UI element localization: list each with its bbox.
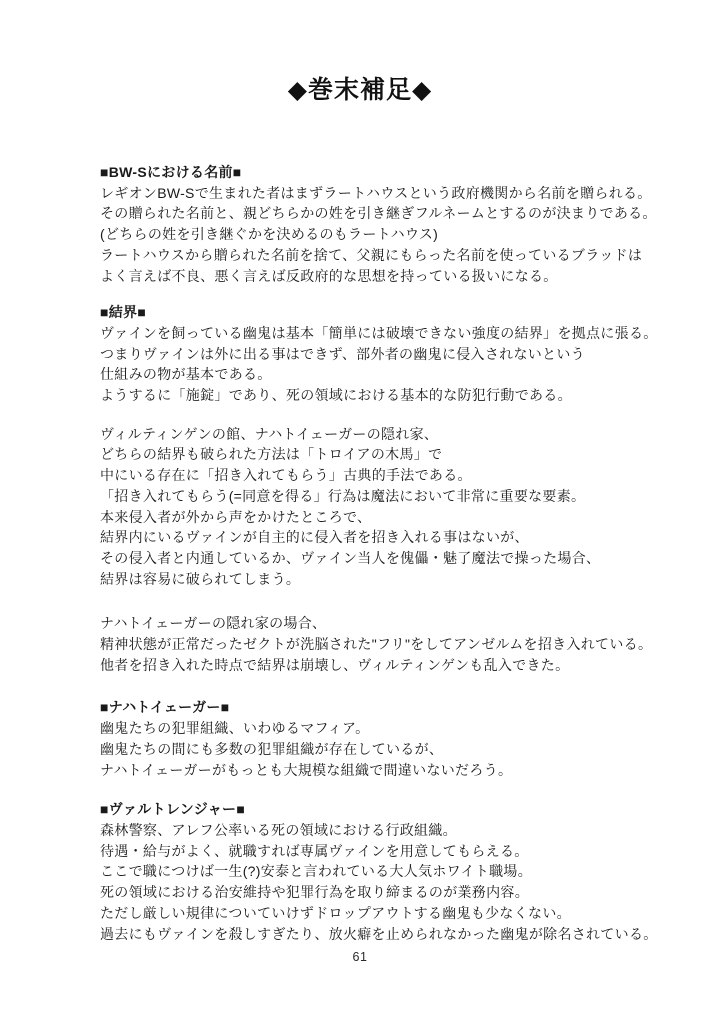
text-line: 中にいる存在に「招き入れてもらう」古典的手法である。	[100, 467, 472, 484]
text-line: ヴァインを飼っている幽鬼は基本「簡単には破壊できない強度の結界」を拠点に張る。	[100, 324, 658, 341]
text-line: 仕組みの物が基本である。	[100, 366, 272, 383]
section-barrier	[100, 302, 658, 406]
text-line: 死の領域における治安維持や犯罪行為を取り締まるのが業務内容。	[100, 884, 529, 901]
text-line: ただし厳しい規律についていけずドロップアウトする幽鬼も少なくない。	[100, 904, 571, 921]
text-line: 精神状態が正常だったゼクトが洗脳された"フリ"をしてアンゼルムを招き入れている。	[100, 636, 653, 653]
text-line: 本来侵入者が外から声をかけたところで、	[100, 508, 372, 525]
page-number: 61	[352, 950, 368, 964]
text-line: ラートハウスから贈られた名前を捨て、父親にもらった名前を使っているブラッドは	[100, 246, 643, 263]
text-line: 結界は容易に破られてしまう。	[100, 570, 301, 587]
page-content	[0, 162, 720, 944]
section-barrier-paragraph-2	[100, 424, 640, 590]
text-line: ナハトイェーガーがもっとも大規模な組織で間違いないだろう。	[100, 761, 513, 778]
section-heading: ■ナハトイェーガー■	[100, 699, 230, 716]
text-line: 幽鬼たちの間にも多数の犯罪組織が存在しているが、	[100, 740, 444, 757]
text-line: つまりヴァインは外に出る事はできず、部外者の幽鬼に侵入されないという	[100, 345, 585, 362]
section-barrier-paragraph-3	[100, 613, 653, 675]
section-heading: ■結界■	[100, 304, 147, 321]
text-line: ようするに「施錠」であり、死の領域における基本的な防犯行動である。	[100, 387, 572, 404]
text-line: ナハトイェーガーの隠れ家の場合、	[100, 615, 327, 632]
page-title: ◆巻末補足◆	[287, 76, 433, 104]
text-line: その侵入者と内通しているか、ヴァイン当人を傀儡・魅了魔法で操った場合、	[100, 549, 601, 566]
section-names	[100, 162, 657, 286]
text-line: ここで職につけば一生(?)安泰と言われている大人気ホワイト職場。	[100, 863, 533, 880]
section-waldranger	[100, 799, 658, 944]
text-line: 待遇・給与がよく、就職すれば専属ヴァインを用意してもらえる。	[100, 842, 529, 859]
text-line: 結界内にいるヴァインが自主的に侵入者を招き入れる事はないが、	[100, 529, 529, 546]
section-heading: ■BW-Sにおける名前■	[100, 164, 242, 180]
text-line: レギオンBW-Sで生まれた者はまずラートハウスという政府機関から名前を贈られる。	[100, 184, 652, 201]
text-line: 森林警察、アレフ公率いる死の領域における行政組織。	[100, 821, 457, 838]
text-line: 幽鬼たちの犯罪組織、いわゆるマフィア。	[100, 720, 370, 737]
text-line: 他者を招き入れた時点で結界は崩壊し、ヴィルティンゲンも乱入できた。	[100, 656, 570, 673]
section-nachtjaeger	[100, 697, 640, 780]
text-line: ヴィルティンゲンの館、ナハトイェーガーの隠れ家、	[100, 425, 439, 442]
text-line: その贈られた名前と、親どちらかの姓を引き継ぎフルネームとするのが決まりである。	[100, 205, 657, 222]
section-heading: ■ヴァルトレンジャー■	[100, 801, 246, 818]
text-line: 「招き入れてもらう(=同意を得る」行為は魔法において非常に重要な要素。	[100, 487, 586, 504]
text-line: よく言えば不良、悪く言えば反政府的な思想を持っている扱いになる。	[100, 267, 558, 284]
text-line: どちらの結界も破られた方法は「トロイアの木馬」で	[100, 446, 443, 463]
text-line: (どちらの姓を引き継ぐかを決めるのもラートハウス)	[100, 226, 439, 243]
text-line: 過去にもヴァインを殺しすぎたり、放火癖を止められなかった幽鬼が除名されている。	[100, 925, 658, 942]
